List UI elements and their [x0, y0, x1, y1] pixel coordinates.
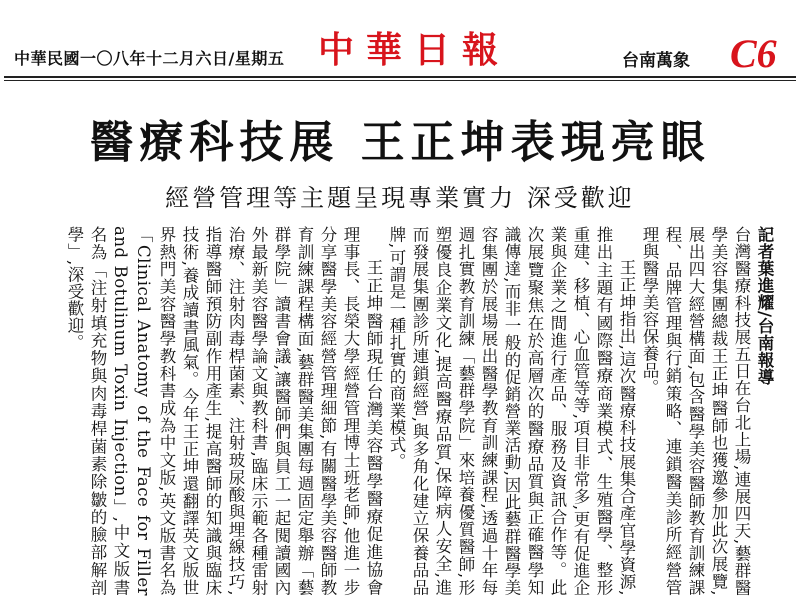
subheadline: 經營管理等主題呈現專業實力 深受歡迎 [165, 184, 635, 212]
section-name: 台南萬象 [622, 51, 690, 71]
byline: 記者葉進耀/台南報導 [755, 226, 774, 386]
newspaper-logo: 中華日報 [318, 29, 511, 71]
article-body [36, 226, 776, 596]
paragraph-text: 台灣醫療科技展五日在台北上場,連展四天,藝群醫學美容集團總裁王正坤醫師也獲邀參加此次展覽,展出四大經營構面,包含醫學美容醫師教育訓練課程、品牌管理與行銷策略、連鎖醫美診所經營管理與醫學美容保養品。 [640, 226, 751, 596]
masthead [0, 0, 800, 90]
header-rule-thin [4, 80, 796, 81]
issue-date: 中華民國一〇八年十二月六日/星期五 [14, 49, 285, 68]
page-number: C6 [730, 31, 777, 76]
article-paragraph: 王正坤指出,這次醫療科技展集合產官學資源,推出主題有國際醫療商業模式、生殖醫學、整形重建、移植、心血管等等,項目非常多,更有促進企業與企業之間進行產品、服務及資訊合作等。此次展覽聚焦在於高層次的醫療品質與正確醫學知識傳達,而非一般的促銷營業活動,因此藝群醫學美容集團於展場展出醫學教育訓練課程,透過十年每週扎實教育訓練「藝群學院」來培養優質醫師,形塑優良企業文化,提高醫療品質,保障病人安全,進而發展集團診所連鎖經營,與多角化建立保養品品牌,可謂是一種扎實的商業模式。 [387, 226, 636, 596]
article-paragraph [638, 226, 776, 596]
article-paragraph: 王正坤醫師現任台灣美容醫學醫療促進協會理事長、長榮大學經營管理博士班老師,他進一步分享醫學美容經營管理細節,有關醫學美容醫師教育訓練課程構面,藝群醫美集團每週固定舉辦「藝群學院」讀書會議,讓醫師們與員工一起閱讀國內外最新美容醫學論文與教科書,臨床示範各種雷射治療、注射肉毒桿菌素、注射玻尿酸與埋線技巧,指導醫師預防副作用產生,提高醫師的知識與臨床技術,養成讀書風氣。今年王正坤還翻譯英文版世界熱門美容醫學教科書成為中文版,英文版書名為「Clinical Anatomy of the Face for Filler and Botulinum Toxin Injection」,中文版書名為「注射填充物與肉毒桿菌素除皺的臉部解剖學」,深受歡迎。 [65, 226, 383, 596]
headline: 醫療科技展 王正坤表現亮眼 [89, 117, 711, 168]
header-rule [4, 76, 796, 78]
